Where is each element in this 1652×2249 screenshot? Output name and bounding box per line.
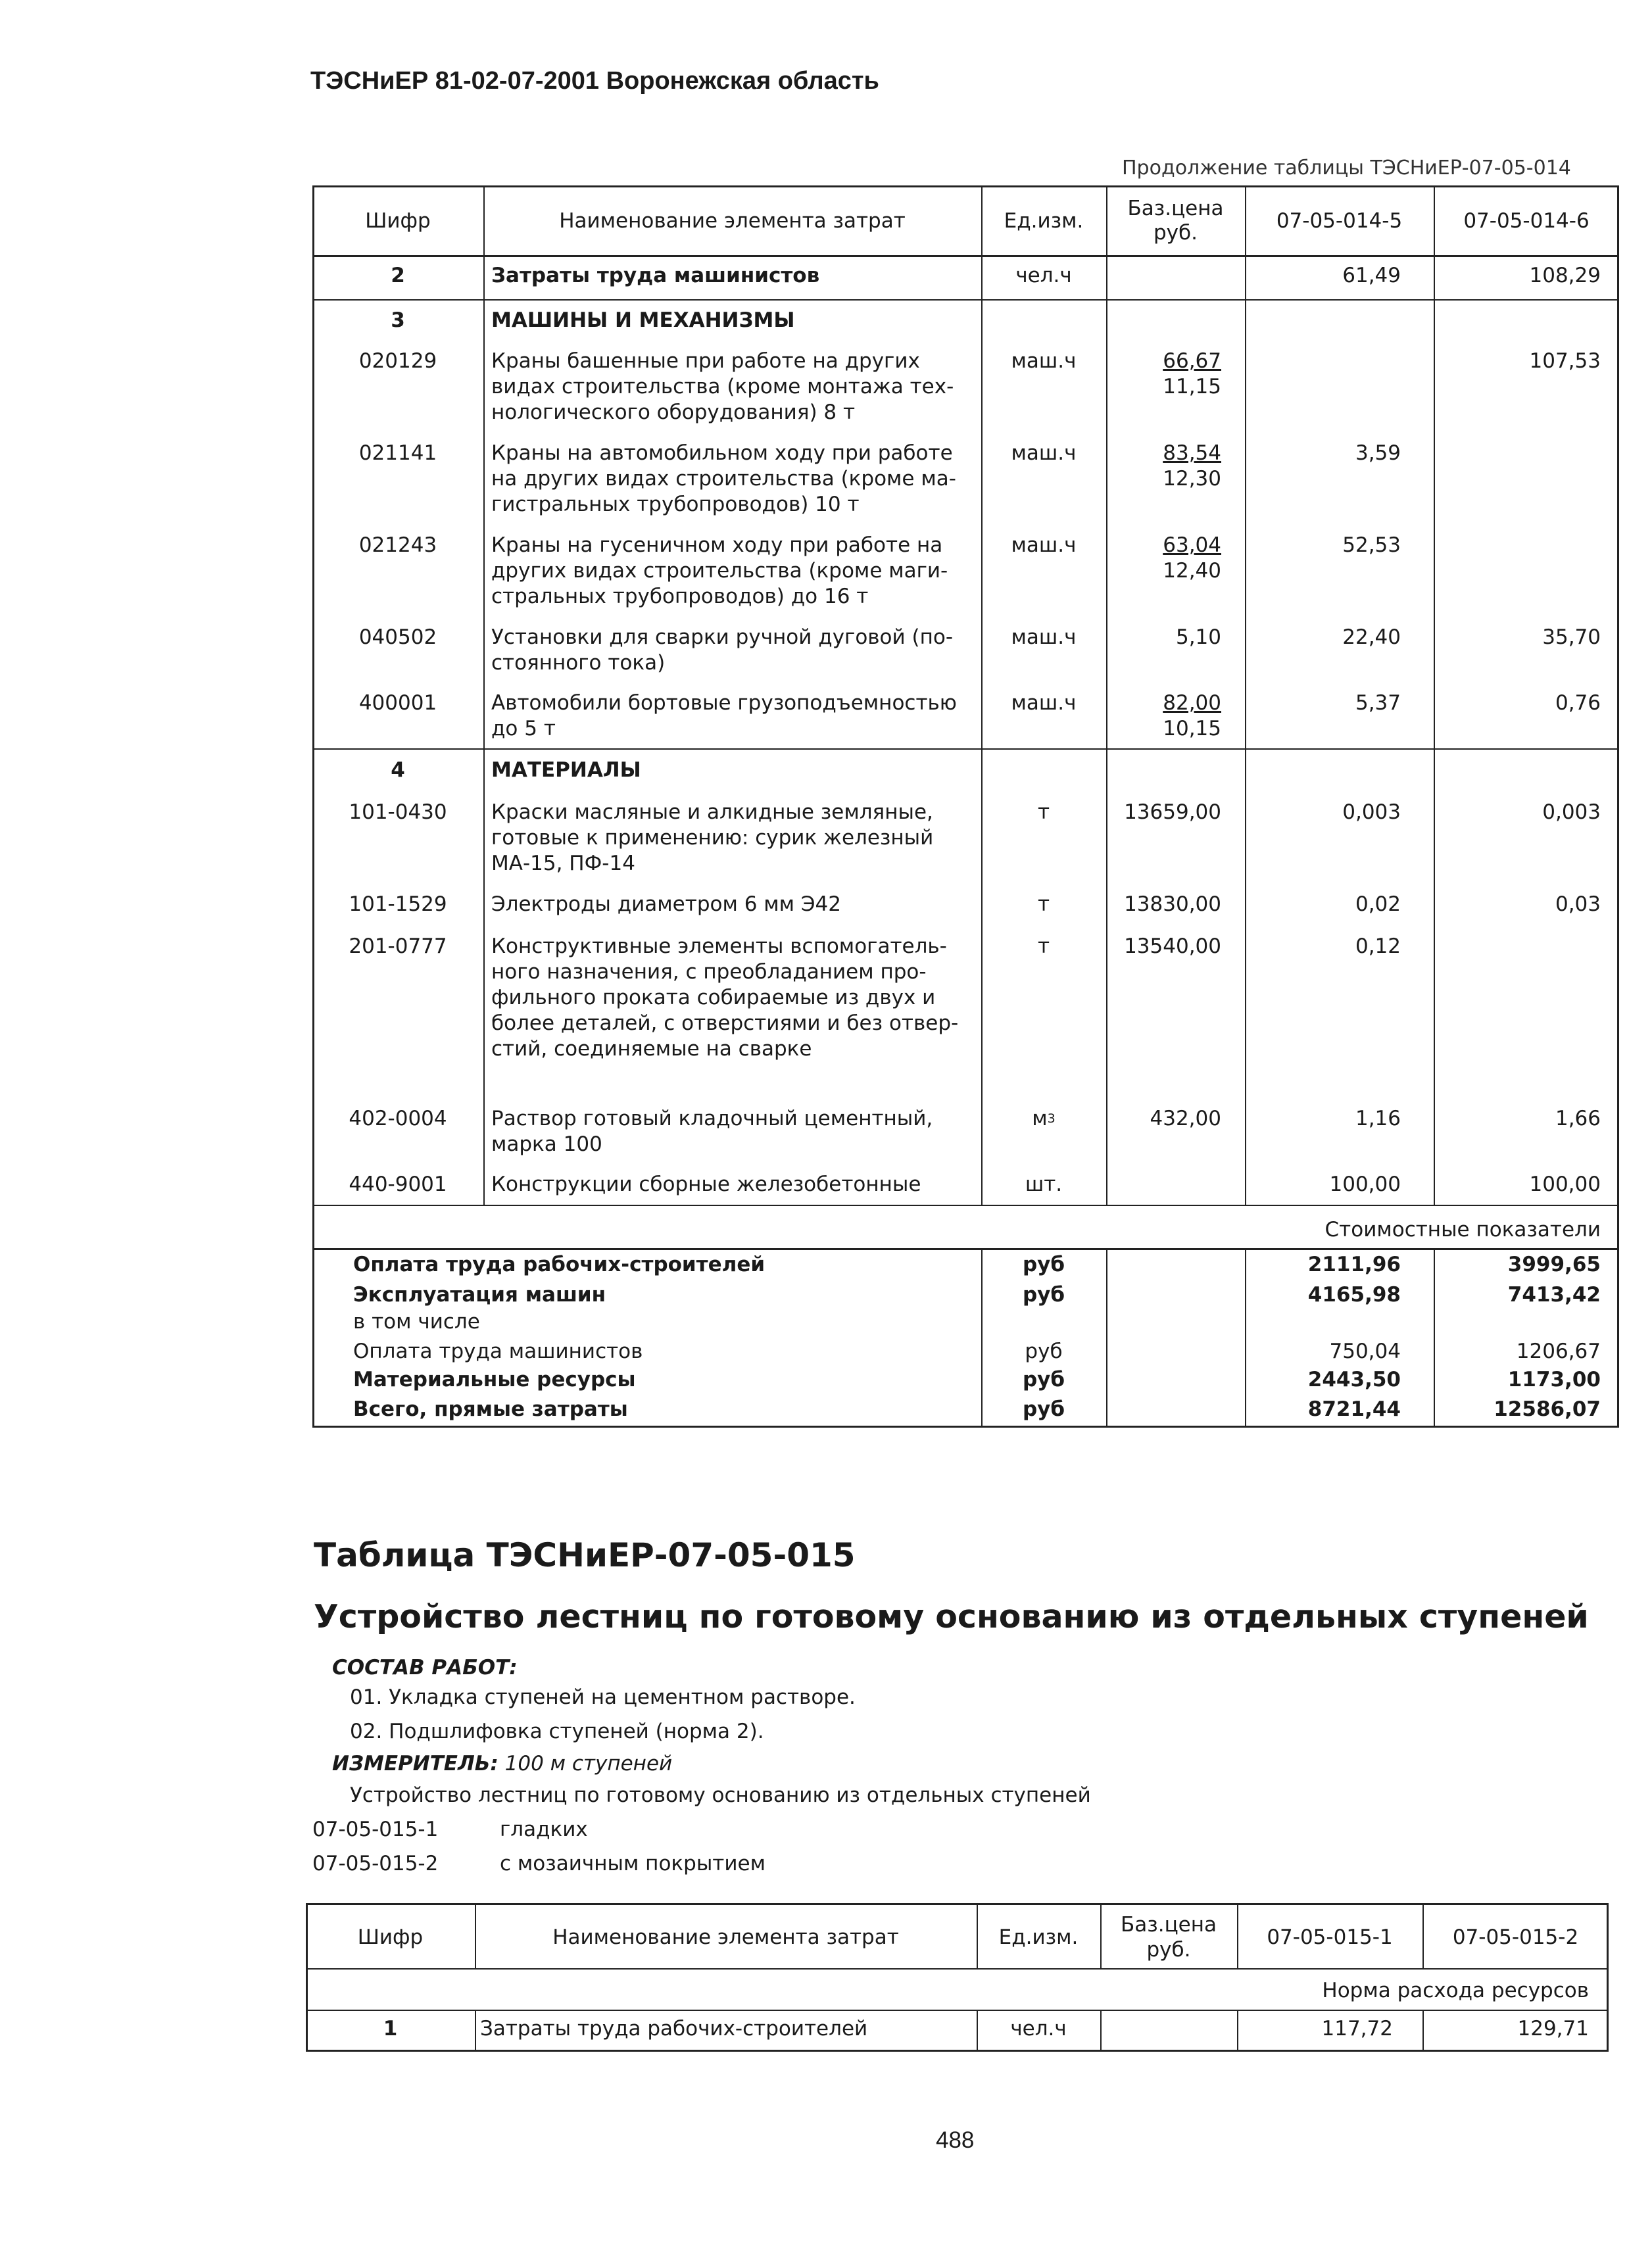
cost-value: 750,04 bbox=[1329, 1340, 1401, 1363]
table-rule bbox=[312, 255, 1619, 257]
cell-price: 10,15 bbox=[1163, 717, 1221, 740]
cell-value: 35,70 bbox=[1542, 625, 1601, 649]
table-rule bbox=[1617, 185, 1619, 1428]
cost-unit: руб bbox=[1022, 1283, 1065, 1307]
cell-name: стоянного тока) bbox=[491, 651, 666, 675]
cell-value: 52,53 bbox=[1342, 533, 1401, 557]
variant-name: с мозаичным покрытием bbox=[500, 1852, 765, 1875]
table-rule bbox=[1106, 1248, 1107, 1427]
cell-unit: т bbox=[1037, 800, 1050, 824]
cell-value: 108,29 bbox=[1529, 264, 1601, 287]
table-continuation-caption: Продолжение таблицы ТЭСНиЕР-07-05-014 bbox=[1122, 157, 1571, 180]
cell-unit bbox=[981, 1106, 1106, 1132]
cell-name: Краны башенные при работе на других bbox=[491, 349, 920, 373]
cell-name: Краны на автомобильном ходу при работе bbox=[491, 441, 953, 465]
cell-value: 0,76 bbox=[1555, 691, 1601, 715]
cell-name: МАШИНЫ И МЕХАНИЗМЫ bbox=[491, 308, 795, 332]
cell-price: 12,40 bbox=[1163, 559, 1221, 583]
cell-price: 13830,00 bbox=[1124, 892, 1221, 916]
cost-value: 2443,50 bbox=[1307, 1368, 1401, 1391]
cell-price: 13540,00 bbox=[1124, 934, 1221, 958]
column-header-variant: 07-05-015-1 bbox=[1267, 1925, 1393, 1949]
table-rule bbox=[306, 1903, 1609, 1905]
table-rule bbox=[312, 1248, 1619, 1250]
variant-code: 07-05-015-1 bbox=[312, 1818, 439, 1841]
cost-value: 12586,07 bbox=[1494, 1397, 1601, 1421]
cost-unit: руб bbox=[1022, 1368, 1065, 1391]
cell-name: Затраты труда рабочих-строителей bbox=[480, 2017, 868, 2041]
cell-unit: маш.ч bbox=[1011, 625, 1077, 649]
cell-name: более деталей, с отверстиями и без отвер- bbox=[491, 1011, 959, 1035]
measure-label: ИЗМЕРИТЕЛЬ: bbox=[332, 1752, 498, 1776]
cell-name: марка 100 bbox=[491, 1132, 602, 1156]
table-rule bbox=[312, 1426, 1619, 1428]
table-description: Устройство лестниц по готовому основанию из отдельных ступеней bbox=[350, 1783, 1091, 1807]
cell-name: готовые к применению: сурик железный bbox=[491, 826, 934, 850]
cell-value: 117,72 bbox=[1321, 2017, 1393, 2041]
cell-code: 101-0430 bbox=[349, 800, 447, 824]
cost-value: 7413,42 bbox=[1507, 1283, 1601, 1307]
cell-name: стральных трубопроводов) до 16 т bbox=[491, 585, 869, 608]
cost-label: Оплата труда машинистов bbox=[353, 1340, 643, 1363]
cell-code: 440-9001 bbox=[349, 1173, 447, 1196]
cost-label: Всего, прямые затраты bbox=[353, 1397, 628, 1421]
cell-name: Конструкции сборные железобетонные bbox=[491, 1173, 921, 1196]
cost-unit: руб bbox=[1025, 1340, 1063, 1363]
cell-name: МА-15, ПФ-14 bbox=[491, 852, 635, 875]
table-rule bbox=[306, 2050, 1609, 2052]
cell-name: Установки для сварки ручной дуговой (по- bbox=[491, 625, 954, 649]
table-subtitle: Устройство лестниц по готовому основанию из отдельных ступеней bbox=[314, 1598, 1589, 1635]
cell-price: 13659,00 bbox=[1124, 800, 1221, 824]
cell-price: 5,10 bbox=[1175, 625, 1221, 649]
cost-label: в том числе bbox=[353, 1310, 480, 1334]
cell-price: 12,30 bbox=[1163, 467, 1221, 491]
cost-value: 3999,65 bbox=[1507, 1253, 1601, 1276]
cost-value: 4165,98 bbox=[1307, 1283, 1401, 1307]
column-header-variant: 07-05-014-6 bbox=[1463, 209, 1590, 233]
table-rule bbox=[312, 1205, 1619, 1206]
cell-value: 107,53 bbox=[1529, 349, 1601, 373]
cell-price: 63,04 bbox=[1163, 533, 1221, 557]
column-header-variant: 07-05-015-2 bbox=[1452, 1925, 1579, 1949]
page-number: 488 bbox=[936, 2127, 975, 2153]
cell-value: 1,16 bbox=[1355, 1107, 1401, 1130]
cell-value: 3,59 bbox=[1355, 441, 1401, 465]
table-rule bbox=[475, 2010, 476, 2050]
column-header-price: Баз.цена bbox=[1127, 197, 1224, 220]
cell-unit: т bbox=[1037, 934, 1050, 958]
cell-unit: чел.ч bbox=[1015, 264, 1072, 287]
column-header-code: Шифр bbox=[357, 1925, 424, 1949]
cell-name: Краски масляные и алкидные земляные, bbox=[491, 800, 933, 824]
cell-unit: маш.ч bbox=[1011, 441, 1077, 465]
norm-header: Норма расхода ресурсов bbox=[1322, 1979, 1589, 2002]
cell-unit: маш.ч bbox=[1011, 533, 1077, 557]
cell-code: 201-0777 bbox=[349, 934, 447, 958]
cell-code: 402-0004 bbox=[349, 1107, 447, 1130]
cell-code: 021141 bbox=[358, 441, 437, 465]
table-rule bbox=[1100, 2010, 1102, 2050]
unit-text: м bbox=[1032, 1107, 1048, 1130]
cost-unit: руб bbox=[1022, 1397, 1065, 1421]
cell-code: 020129 bbox=[358, 349, 437, 373]
cell-code: 4 bbox=[391, 758, 405, 782]
cell-value: 129,71 bbox=[1517, 2017, 1589, 2041]
cell-value: 100,00 bbox=[1529, 1173, 1601, 1196]
cost-value: 2111,96 bbox=[1307, 1253, 1401, 1276]
cell-code: 400001 bbox=[358, 691, 437, 715]
cell-name: на других видах строительства (кроме ма- bbox=[491, 467, 956, 491]
cell-code: 2 bbox=[391, 264, 405, 287]
cost-label: Эксплуатация машин bbox=[353, 1283, 606, 1307]
cell-unit: шт. bbox=[1025, 1173, 1063, 1196]
cost-value: 8721,44 bbox=[1307, 1397, 1401, 1421]
measure-value: 100 м ступеней bbox=[504, 1752, 673, 1776]
cell-value: 0,003 bbox=[1342, 800, 1401, 824]
cost-value: 1173,00 bbox=[1507, 1368, 1601, 1391]
cell-value: 22,40 bbox=[1342, 625, 1401, 649]
cell-price: 432,00 bbox=[1150, 1107, 1221, 1130]
cell-name: нологического оборудования) 8 т bbox=[491, 400, 856, 424]
cell-code: 3 bbox=[391, 308, 405, 332]
table-title: Таблица ТЭСНиЕР-07-05-015 bbox=[314, 1536, 856, 1574]
variant-code: 07-05-015-2 bbox=[312, 1852, 439, 1875]
cost-label: Материальные ресурсы bbox=[353, 1368, 636, 1391]
work-item: 01. Укладка ступеней на цементном растворе. bbox=[350, 1685, 856, 1709]
column-header-name: Наименование элемента затрат bbox=[559, 209, 906, 233]
cell-name: видах строительства (кроме монтажа тех- bbox=[491, 375, 954, 399]
cell-name: Раствор готовый кладочный цементный, bbox=[491, 1107, 933, 1130]
cell-unit: маш.ч bbox=[1011, 349, 1077, 373]
table-rule bbox=[312, 299, 1619, 301]
cell-value: 61,49 bbox=[1342, 264, 1401, 287]
cell-unit: т bbox=[1037, 892, 1050, 916]
cell-name: других видах строительства (кроме маги- bbox=[491, 559, 948, 583]
cell-price: 11,15 bbox=[1163, 375, 1221, 399]
column-header-price: Баз.цена bbox=[1120, 1913, 1217, 1937]
cell-unit: чел.ч bbox=[1010, 2017, 1067, 2041]
cell-name: до 5 т bbox=[491, 717, 556, 740]
table-rule bbox=[483, 185, 485, 1205]
cell-name: Конструктивные элементы вспомогатель- bbox=[491, 934, 947, 958]
cell-code: 021243 bbox=[358, 533, 437, 557]
work-item: 02. Подшлифовка ступеней (норма 2). bbox=[350, 1720, 764, 1743]
cell-value: 0,02 bbox=[1355, 892, 1401, 916]
table-rule bbox=[306, 1968, 1609, 1970]
column-header-variant: 07-05-014-5 bbox=[1276, 209, 1403, 233]
cell-price: 83,54 bbox=[1163, 441, 1221, 465]
cell-name: Автомобили бортовые грузоподъемностью bbox=[491, 691, 957, 715]
cell-name: Электроды диаметром 6 мм Э42 bbox=[491, 892, 841, 916]
cell-value: 0,03 bbox=[1555, 892, 1601, 916]
cell-price: 82,00 bbox=[1163, 691, 1221, 715]
cell-code: 101-1529 bbox=[349, 892, 447, 916]
table-rule bbox=[312, 748, 1619, 750]
cell-unit: маш.ч bbox=[1011, 691, 1077, 715]
cost-indicators-header: Стоимостные показатели bbox=[1324, 1218, 1601, 1242]
cell-name: гистральных трубопроводов) 10 т bbox=[491, 493, 860, 516]
cost-unit: руб bbox=[1022, 1253, 1065, 1276]
cell-name: фильного проката собираемые из двух и bbox=[491, 986, 936, 1009]
cell-price: 66,67 bbox=[1163, 349, 1221, 373]
cost-value: 1206,67 bbox=[1516, 1340, 1601, 1363]
table-rule bbox=[306, 2010, 1609, 2011]
variant-name: гладких bbox=[500, 1818, 588, 1841]
cell-code: 1 bbox=[383, 2017, 398, 2041]
column-header-unit: Ед.изм. bbox=[998, 1925, 1079, 1949]
cost-label: Оплата труда рабочих-строителей bbox=[353, 1253, 765, 1276]
cell-value: 1,66 bbox=[1555, 1107, 1601, 1130]
column-header-name: Наименование элемента затрат bbox=[552, 1925, 899, 1949]
cell-value: 100,00 bbox=[1329, 1173, 1401, 1196]
cell-code: 040502 bbox=[358, 625, 437, 649]
work-composition-label: СОСТАВ РАБОТ: bbox=[332, 1656, 518, 1680]
cell-name: Затраты труда машинистов bbox=[491, 264, 820, 287]
unit-superscript: 3 bbox=[1047, 1111, 1056, 1126]
cell-name: стий, соединяемые на сварке bbox=[491, 1037, 812, 1061]
column-header-code: Шифр bbox=[365, 209, 431, 233]
column-header-price: руб. bbox=[1146, 1938, 1191, 1962]
column-header-price: руб. bbox=[1154, 221, 1198, 245]
cell-name: Краны на гусеничном ходу при работе на bbox=[491, 533, 943, 557]
column-header-unit: Ед.изм. bbox=[1004, 209, 1084, 233]
cell-value: 0,12 bbox=[1355, 934, 1401, 958]
table-rule bbox=[312, 185, 1619, 187]
cell-name: МАТЕРИАЛЫ bbox=[491, 758, 641, 782]
cell-name: ного назначения, с преобладанием про- bbox=[491, 960, 927, 984]
cell-value: 5,37 bbox=[1355, 691, 1401, 715]
document-header: ТЭСНиЕР 81-02-07-2001 Воронежская область bbox=[310, 67, 879, 95]
cell-value: 0,003 bbox=[1542, 800, 1601, 824]
